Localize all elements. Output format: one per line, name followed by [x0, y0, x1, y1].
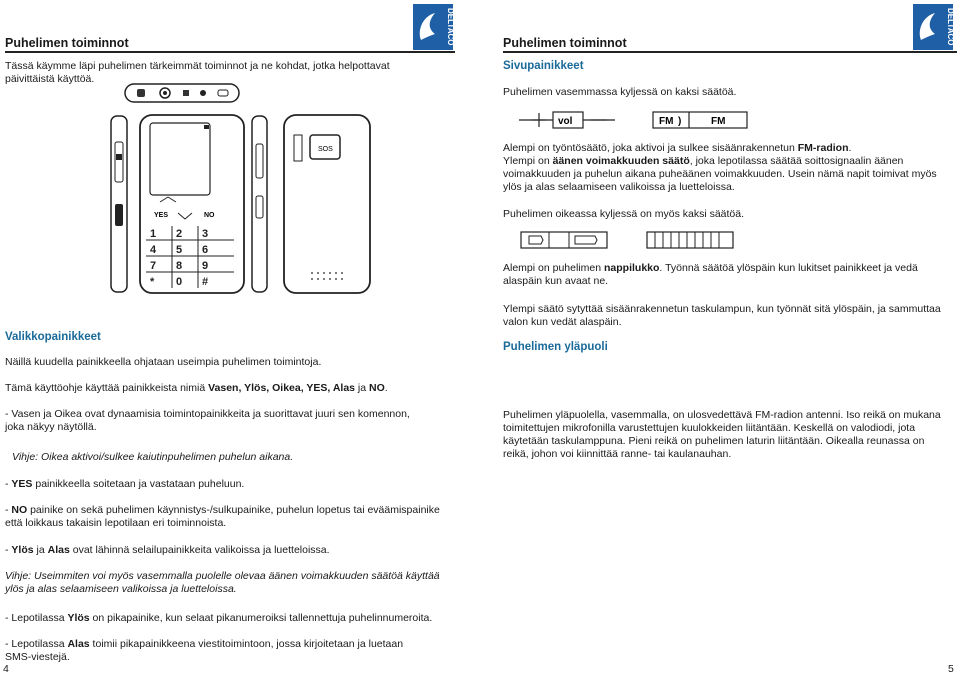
volume-control-illustration	[517, 109, 617, 131]
right-s1-p2	[503, 155, 953, 194]
right-section2-title: Puhelimen yläpuoli	[503, 341, 608, 353]
left-p2-no: NO	[369, 382, 385, 394]
right-s1-p4-bold: nappilukko	[603, 262, 660, 274]
right-s1-p2-bold: äänen voimakkuuden säätö	[552, 155, 690, 167]
left-header-rule	[5, 51, 455, 53]
fm-label-a: FM	[659, 116, 674, 127]
phone-top-illustration	[123, 82, 243, 106]
left-p7-pre: - Lepotilassa	[5, 612, 68, 624]
right-s1-p1-pre: Alempi on työntösäätö, joka aktivoi ja sulkee sisäänrakennetun	[503, 142, 798, 154]
phone-side-right	[250, 114, 270, 294]
left-intro: Tässä käymme läpi puhelimen tärkeimmät toiminnot ja ne kohdat, jotka helpottavat päivittäistä käyttöä.	[5, 60, 390, 85]
right-s1-p4	[503, 262, 953, 288]
flashlight-switch-illustration	[519, 229, 611, 251]
left-p8-rest: toimii pikapainikkeena viestitoimintoon, jossa kirjoitetaan ja luetaan SMS-viestejä.	[5, 638, 404, 663]
phone-side-left	[108, 114, 130, 294]
left-p2-mid: ja	[355, 382, 370, 394]
phone-back	[282, 113, 374, 295]
key-4: 4	[150, 244, 157, 256]
left-p6-pre: -	[5, 544, 12, 556]
right-section1-title: Sivupainikkeet	[503, 60, 584, 72]
key-2: 2	[176, 228, 183, 240]
left-p5-bold: NO	[11, 504, 28, 516]
left-p6-rest: ovat lähinnä selailupainikkeita valikoissa ja luetteloissa.	[69, 544, 330, 556]
left-p8-bold: Alas	[67, 638, 90, 650]
key-0: 0	[176, 276, 183, 288]
left-p7	[5, 612, 455, 625]
left-p2-pre: Tämä käyttöohje käyttää painikkeista nimiä	[5, 382, 209, 394]
right-page-number: 5	[948, 663, 954, 675]
right-header-title: Puhelimen toiminnot	[503, 36, 627, 50]
left-p2-names: Vasen, Ylös, Oikea, YES, Alas	[208, 382, 356, 394]
left-p5-pre: -	[5, 504, 12, 516]
left-p4-rest: painikkeella soitetaan ja vastataan puheluun.	[32, 478, 245, 490]
left-p5	[5, 504, 455, 530]
right-s1-p1	[503, 142, 953, 155]
left-p4-pre: -	[5, 478, 12, 490]
left-hint1: Vihje: Oikea aktivoi/sulkee kaiutinpuhelimen puhelun aikana.	[12, 451, 294, 463]
left-p2-end: .	[384, 382, 388, 394]
left-p6-b2: Alas	[47, 544, 70, 556]
left-p2	[5, 382, 455, 395]
left-p8	[5, 638, 405, 664]
right-s1-intro: Puhelimen vasemmassa kyljessä on kaksi säätöä.	[503, 86, 737, 98]
right-s1-p1-end: .	[848, 142, 852, 154]
left-p6-b1: Ylös	[11, 544, 34, 556]
no-key-label: NO	[204, 212, 215, 219]
phone-front	[138, 113, 248, 295]
fm-switch-illustration	[651, 109, 751, 131]
logo-text-right: DELTACO	[946, 8, 955, 46]
right-header-rule	[503, 51, 957, 53]
right-s2-p1: Puhelimen yläpuolella, vasemmalla, on ulosvedettävä FM-radion antenni. Iso reikä on mukana toimitettujen mikrofonilla varustettujen kuulokkeiden liitäntään. Keskellä on valodiodi, jota käytetään taskulamppuna. Pieni reikä on puhelimen laturin liitäntään. Oikealla reunassa on reikä, johon voi kiinnittää ranne- tai kaulanauhan.	[503, 409, 941, 460]
left-section-title: Valikkopainikkeet	[5, 331, 101, 343]
left-hint2: Vihje: Useimmiten voi myös vasemmalla puolelle olevaa äänen voimakkuuden säätöä käyttää ylös ja alas selaamiseen valikoissa ja luetteloissa.	[5, 570, 440, 595]
right-s1-p4-rest: . Työnnä säätöä ylöspäin kun lukitset painikkeet ja vedä alaspäin kun avaat ne.	[503, 262, 918, 287]
key-6: 6	[202, 244, 209, 256]
key-8: 8	[176, 260, 183, 272]
left-p7-bold: Ylös	[67, 612, 90, 624]
vol-label: vol	[558, 116, 573, 127]
yes-key-label: YES	[154, 212, 169, 219]
key-5: 5	[176, 244, 183, 256]
left-p6-mid: ja	[33, 544, 48, 556]
right-s1-p2-pre: Ylempi on	[503, 155, 553, 167]
left-p1: Näillä kuudella painikkeella ohjataan useimpia puhelimen toimintoja.	[5, 356, 322, 368]
key-9: 9	[202, 260, 209, 272]
left-header-title: Puhelimen toiminnot	[5, 36, 129, 50]
sos-label: SOS	[318, 146, 333, 153]
key-1: 1	[150, 228, 157, 240]
right-s1-p4-pre: Alempi on puhelimen	[503, 262, 604, 274]
left-p7-rest: on pikapainike, kun selaat pikanumeroiksi tallennettuja puhelinnumeroita.	[89, 612, 433, 624]
key-star: *	[150, 276, 155, 288]
left-p5-rest: painike on sekä puhelimen käynnistys-/sulkupainike, puhelun lopetus tai eväämispainike että loikkaus takaisin lepotilaan eri toiminnoista.	[5, 504, 440, 529]
left-p6	[5, 544, 455, 557]
right-s1-p2-rest: , joka lepotilassa säätää soittosignaalin äänen voimakkuuden ja puhelun aikana puheäänen voimakkuuden. Usein nämä napit toimivat myös ylös ja alas selaamiseen valikoissa ja luetteloissa.	[503, 155, 937, 193]
deltaco-logo-right	[913, 4, 953, 50]
left-p4-bold: YES	[11, 478, 33, 490]
left-page-number: 4	[3, 663, 9, 675]
right-s1-p5: Ylempi säätö sytyttää sisäänrakennetun taskulampun, kun työnnät sitä ylöspäin, ja sammuttaa valon kun vedät alaspäin.	[503, 303, 941, 328]
left-p8-pre: - Lepotilassa	[5, 638, 68, 650]
key-hash: #	[202, 276, 209, 288]
logo-text: DELTACO	[446, 8, 455, 46]
left-p4	[5, 478, 455, 491]
svg-text:): )	[678, 116, 682, 127]
key-3: 3	[202, 228, 209, 240]
left-p3: - Vasen ja Oikea ovat dynaamisia toimintopainikkeita ja suorittavat juuri sen komennon, joka näkyy näytöllä.	[5, 408, 410, 433]
key-7: 7	[150, 260, 157, 272]
keylock-switch-illustration	[645, 229, 737, 251]
fm-label-b: FM	[711, 116, 726, 127]
right-s1-p3: Puhelimen oikeassa kyljessä on myös kaksi säätöä.	[503, 208, 745, 220]
deltaco-logo	[413, 4, 453, 50]
right-s1-p1-bold: FM-radion	[797, 142, 849, 154]
